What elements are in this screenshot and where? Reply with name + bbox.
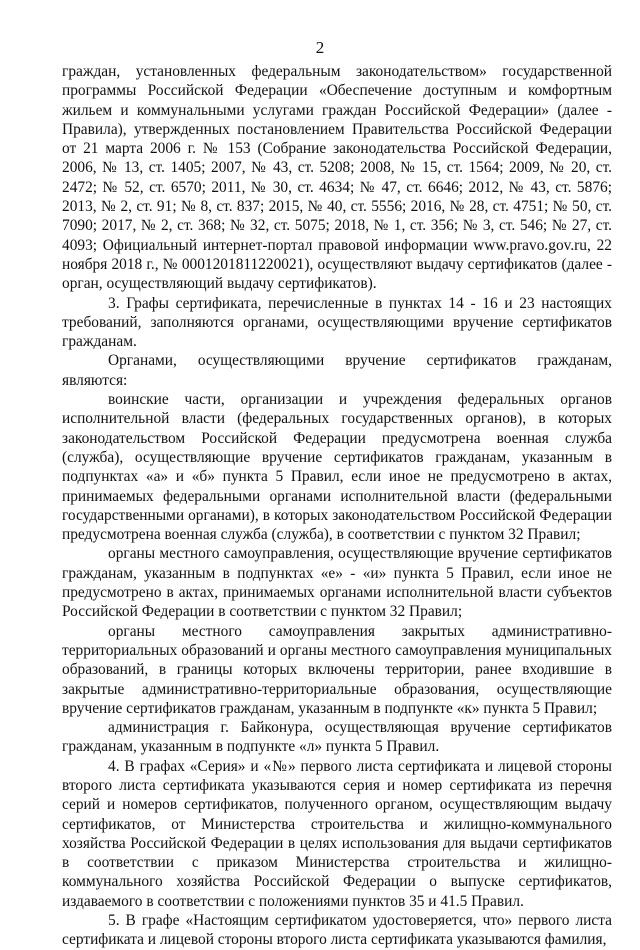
paragraph-item-4: 4. В графах «Серия» и «№» первого листа сертификата и лицевой стороны второго листа сертификата указываются серия и номер сертификата из перечня серий и номеров сертификатов, полученного органом, осуществляющим выдачу сертификатов, от Министерства строительства и жилищно-коммунального хозяйства Российской Федерации в целях использования для выдачи сертификатов в соответствии с приказом Министерства строительства и жилищно-коммунального хозяйства Российской Федерации о выпуске сертификатов, издаваемого в соответствии с положениями пунктов 35 и 41.5 Правил. <box>62 757 612 910</box>
paragraph-item-5: 5. В графе «Настоящим сертификатом удостоверяется, что» первого листа сертификата и лицевой стороны второго листа сертификата указываются фамилия, <box>62 912 612 949</box>
page-number: 2 <box>315 38 325 57</box>
paragraph-bodies-intro: Органами, осуществляющими вручение сертификатов гражданам, являются: <box>62 352 612 389</box>
document-body <box>62 62 612 950</box>
paragraph-closed-territories: органы местного самоуправления закрытых административно-территориальных образований и органы местного самоуправления муниципальных образований, в границы которых включены территории, ранее входившие в закрытые административно-территориальные образования, осуществляющие вручение сертификатов гражданам, указанным в подпункте «к» пункта 5 Правил; <box>62 622 612 717</box>
paragraph-local-government: органы местного самоуправления, осуществляющие вручение сертификатов гражданам, указанным в подпунктах «е» - «и» пункта 5 Правил, если иное не предусмотрено в актах, принимаемых органами исполнительной власти субъектов Российской Федерации в соответствии с пунктом 32 Правил; <box>62 545 612 621</box>
paragraph-military-units: воинские части, организации и учреждения федеральных органов исполнительной власти (федеральных государственных органов), в которых законодательством Российской Федерации предусмотрена военная служба (служба), осуществляющие вручение сертификатов гражданам, указанным в подпунктах «а» и «б» пункта 5 Правил, если иное не предусмотрено в актах, принимаемых федеральными органами исполнительной власти (федеральными государственными органами), в которых законодательством Российской Федерации предусмотрена военная служба (служба), в соответствии с пунктом 32 Правил; <box>62 391 612 544</box>
paragraph-continuation: граждан, установленных федеральным законодательством» государственной программы Российской Федерации «Обеспечение доступным и комфортным жильем и коммунальными услугами граждан Российской Федерации» (далее - Правила), утвержденных постановлением Правительства Российской Федерации от 21 марта 2006 г. № 153 (Собрание законодательства Российской Федерации, 2006, № 13, ст. 1405; 2007, № 43, ст. 5208; 2008, № 15, ст. 1564; 2009, № 20, ст. 2472; № 52, ст. 6570; 2011, № 30, ст. 4634; № 47, ст. 6646; 2012, № 43, ст. 5876; 2013, № 2, ст. 91; № 8, ст. 837; 2015, № 40, ст. 5556; 2016, № 28, ст. 4751; № 50, ст. 7090; 2017, № 2, ст. 368; № 32, ст. 5075; 2018, № 1, ст. 356; № 3, ст. 546; № 27, ст. 4093; Официальный интернет-портал правовой информации www.pravo.gov.ru, 22 ноября 2018 г., № 0001201811220021), осуществляют выдачу сертификатов (далее - орган, осуществляющий выдачу сертификатов). <box>62 63 612 293</box>
paragraph-item-3: 3. Графы сертификата, перечисленные в пунктах 14 - 16 и 23 настоящих требований, заполняются органами, осуществляющими вручение сертификатов гражданам. <box>62 294 612 351</box>
paragraph-baikonur: администрация г. Байконура, осуществляющая вручение сертификатов гражданам, указанным в подпункте «л» пункта 5 Правил. <box>62 719 612 756</box>
